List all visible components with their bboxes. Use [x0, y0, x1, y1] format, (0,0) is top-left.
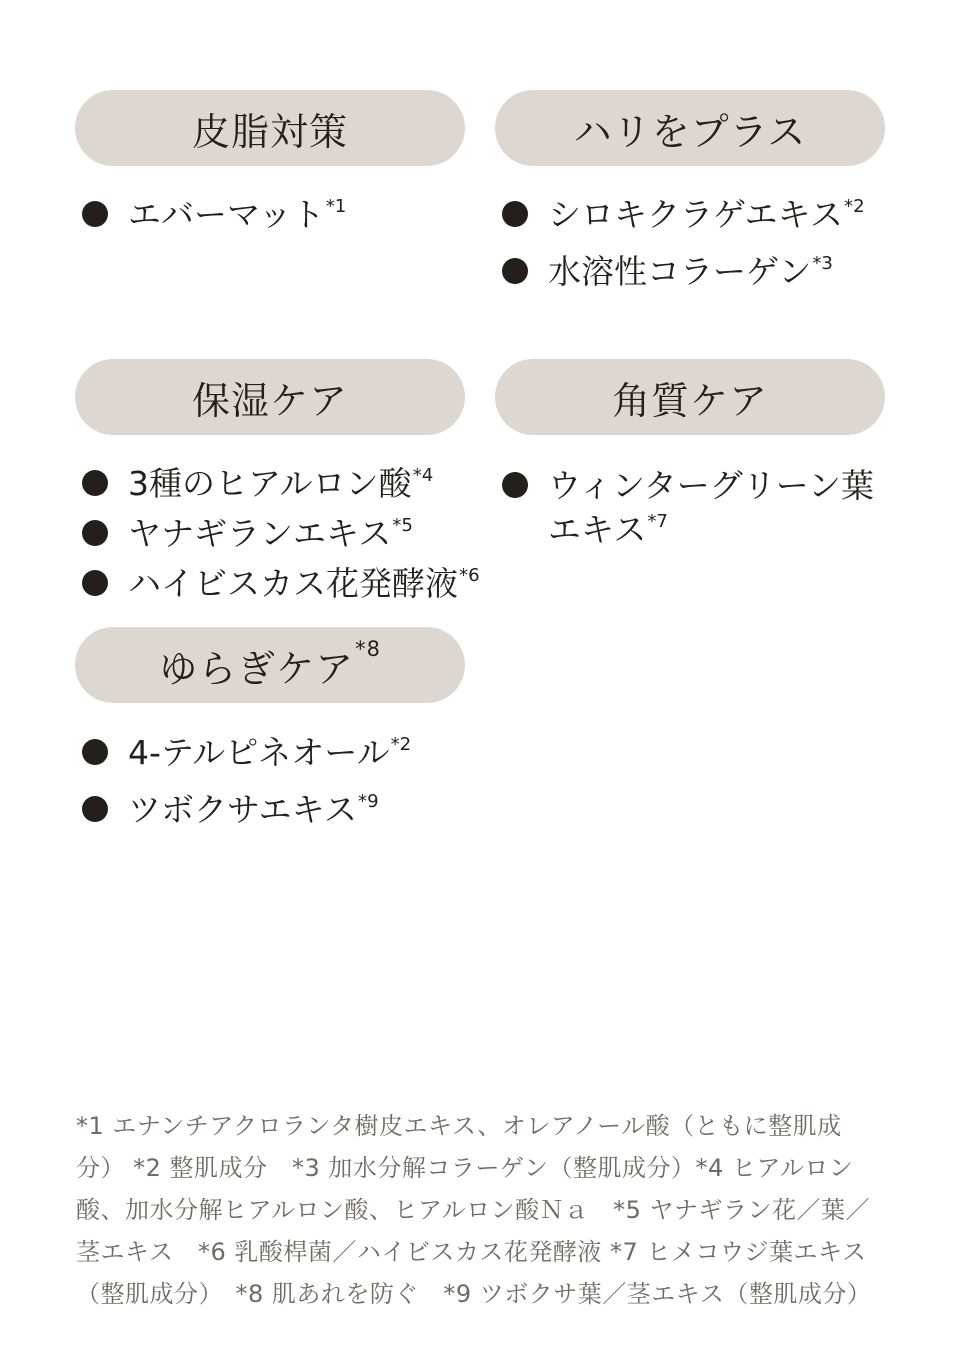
ingredient-name: ヤナギランエキス [128, 514, 392, 553]
ingredient-name: エバーマット [128, 195, 325, 234]
footnote-ref: *2 [390, 734, 412, 756]
footnotes: *1 エナンチアクロランタ樹皮エキス、オレアノール酸（ともに整肌成分） *2 整肌成分 *3 加水分解コラーゲン（整肌成分）*4 ヒアルロン酸、加水分解ヒアルロン酸、ヒアルロン酸Ｎａ *5 ヤナギラン花／葉／茎エキス *6 乳酸桿菌／ハイビスカス花発酵液 *7 ヒメコウジ葉エキス（整肌成分） *8 肌あれを防ぐ *9 ツボクサ葉／茎エキス（整肌成分） [76, 1112, 872, 1308]
footnote-ref: *3 [812, 253, 833, 275]
section-title-firmness [495, 90, 885, 166]
footnote-ref: *1 [325, 196, 347, 218]
keratin-ingredient-list [498, 464, 878, 552]
section-title-keratin [495, 359, 885, 435]
list-item [498, 252, 865, 292]
footnote-ref: *7 [647, 511, 668, 533]
ingredient-name: 4-テルピネオール [128, 733, 390, 772]
ingredient-name: 水溶性コラーゲン [548, 252, 812, 291]
list-item [78, 733, 411, 773]
bullet-icon [82, 570, 108, 596]
list-item [78, 564, 480, 604]
moisture-ingredient-list [78, 464, 480, 604]
section-title-sensitive-label: ゆらぎケア [159, 646, 355, 691]
ingredient-name: シロキクラゲエキス [548, 195, 844, 234]
section-title-sebum [75, 90, 465, 166]
list-item [78, 464, 480, 504]
section-title-moisture [75, 359, 465, 435]
footnote-ref: *2 [844, 196, 865, 218]
list-item [498, 195, 865, 235]
bullet-icon [502, 258, 528, 284]
section-title-sensitive: ゆらぎケア $^{*8}$ [75, 627, 465, 703]
bullet-icon [502, 201, 528, 227]
bullet-icon [502, 472, 528, 498]
sebum-ingredient-list [78, 195, 346, 235]
footnote-ref: *4 [412, 465, 434, 487]
ingredient-name: ウィンターグリーン葉エキス [548, 466, 875, 549]
footnote-ref: *5 [392, 515, 413, 537]
section-title-moisture-label: 保湿ケア [191, 378, 348, 423]
footnote-ref: *9 [358, 791, 379, 813]
section-title-keratin-label: 角質ケア [611, 378, 768, 423]
bullet-icon [82, 796, 108, 822]
bullet-icon [82, 739, 108, 765]
list-item [78, 790, 411, 830]
footnote-ref: *6 [459, 565, 480, 587]
ingredient-name: 3種のヒアルロン酸 [128, 464, 412, 503]
firmness-ingredient-list [498, 195, 865, 292]
ingredient-name: ハイビスカス花発酵液 [128, 564, 458, 603]
section-title-sebum-label: 皮脂対策 [191, 109, 348, 154]
list-item [78, 514, 480, 554]
ingredient-name: ツボクサエキス [128, 790, 358, 829]
list-item [78, 195, 346, 235]
list-item [498, 464, 878, 552]
bullet-icon [82, 520, 108, 546]
section-title-firmness-label: ハリをプラス [573, 109, 807, 154]
bullet-icon [82, 201, 108, 227]
bullet-icon [82, 470, 108, 496]
sensitive-ingredient-list [78, 733, 411, 830]
